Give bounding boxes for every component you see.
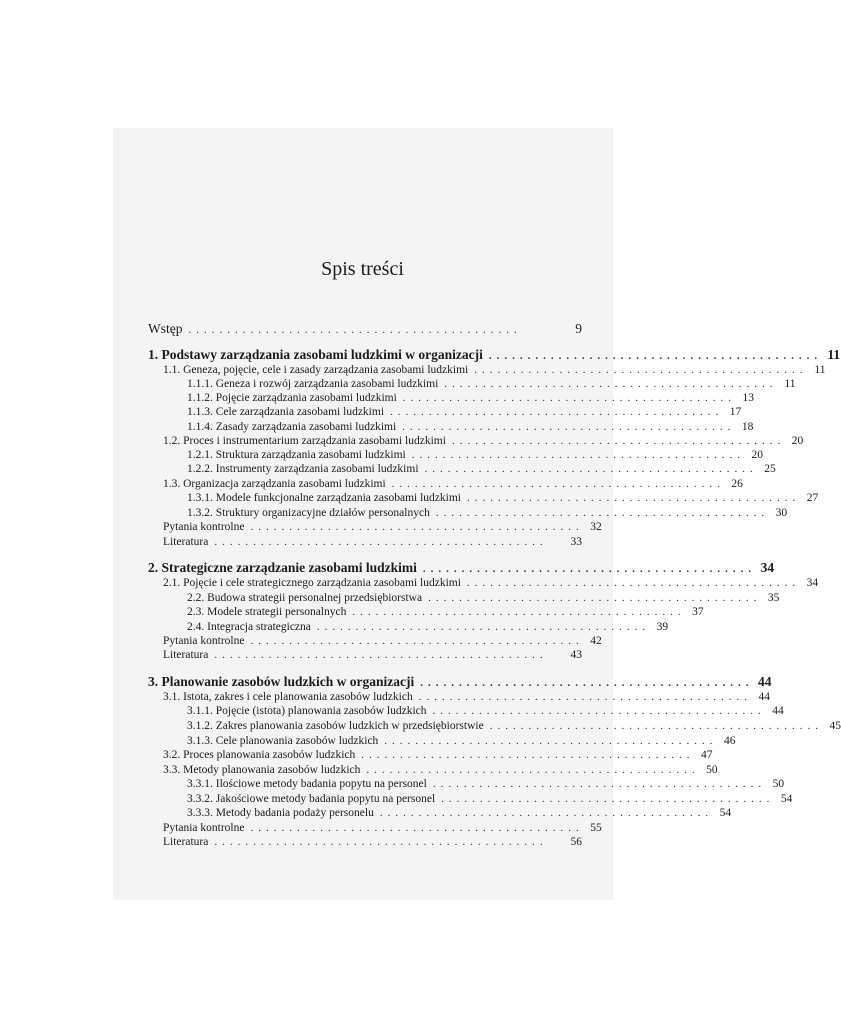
toc-page-number: 27	[806, 492, 819, 504]
toc-page-number: 11	[814, 364, 826, 376]
toc-page-number: 13	[742, 392, 755, 404]
toc-page-number: 18	[741, 421, 754, 433]
toc-entry-label: 2. Strategiczne zarządzanie zasobami ludzkimi	[148, 560, 417, 575]
toc-entry	[163, 434, 804, 448]
toc-entry	[187, 462, 776, 476]
toc-entry-label: 1.1.3. Cele zarządzania zasobami ludzkimi	[187, 406, 385, 418]
toc-entry	[187, 405, 742, 419]
toc-leader-dots: ...........................................	[214, 649, 548, 661]
toc-entry-label: 1.2.2. Instrumenty zarządzania zasobami ludzkimi	[187, 463, 419, 475]
toc-entry	[163, 576, 819, 590]
toc-entry-label: Pytania kontrolne	[163, 521, 245, 533]
toc-entry-label: 3.1. Istota, zakres i cele planowania zasobów ludzkich	[163, 691, 413, 703]
toc-page-number: 54	[719, 807, 732, 819]
toc-leader-dots: ...........................................	[361, 749, 695, 761]
toc-entry-label: 3.2. Proces planowania zasobów ludzkich	[163, 749, 356, 761]
toc-page-number: 43	[570, 649, 582, 661]
toc-entry	[187, 448, 763, 462]
toc-page-number: 37	[692, 606, 704, 618]
toc-page-number: 54	[780, 793, 793, 805]
toc-page-number: 11	[784, 378, 796, 390]
toc-entry	[148, 322, 582, 337]
toc-entry-label: 1.2.1. Struktura zarządzania zasobami ludzkimi	[187, 449, 406, 461]
toc-entry-label: 1.3. Organizacja zarządzania zasobami ludzkimi	[163, 478, 386, 490]
toc-page-number: 50	[706, 764, 718, 776]
toc-page-number: 46	[724, 735, 736, 747]
page-title: Spis treści	[321, 258, 404, 280]
toc-page-number: 50	[772, 778, 785, 790]
toc-leader-dots: ...........................................	[444, 378, 778, 390]
toc-entry	[187, 420, 754, 434]
toc-entry-label: 1.1.2. Pojęcie zarządzania zasobami ludzkimi	[187, 392, 397, 404]
toc-page-number: 44	[758, 691, 770, 703]
toc-entry-label: 3.1.2. Zakres planowania zasobów ludzkich w przedsiębiorstwie	[187, 720, 484, 732]
toc-leader-dots: ...........................................	[441, 793, 775, 805]
toc-entry-label: Pytania kontrolne	[163, 822, 245, 834]
toc-entry-label: 3.3. Metody planowania zasobów ludzkich	[163, 764, 361, 776]
toc-entry-label: 2.3. Modele strategii personalnych	[187, 606, 347, 618]
toc-page-number: 20	[751, 449, 763, 461]
toc-leader-dots: ...........................................	[451, 435, 786, 447]
toc-entry	[148, 560, 775, 576]
toc-entry	[187, 792, 793, 806]
toc-entry	[163, 648, 582, 662]
toc-entry-label: 3. Planowanie zasobów ludzkich w organizacji	[148, 674, 415, 689]
toc-page-number: 25	[764, 463, 776, 475]
toc-entry	[148, 674, 772, 690]
toc-leader-dots: ...........................................	[424, 463, 758, 475]
toc-page-number: 34	[760, 560, 775, 575]
toc-leader-dots: ...........................................	[432, 778, 767, 790]
toc-entry-label: 3.3.3. Metody badania podaży personelu	[187, 807, 374, 819]
toc-entry	[187, 491, 819, 505]
toc-entry-label: 3.3.1. Ilościowe metody badania popytu na personel	[187, 778, 427, 790]
toc-leader-dots: ...........................................	[411, 449, 745, 461]
toc-page-number: 26	[731, 478, 743, 490]
toc-entry-label: Literatura	[163, 836, 209, 848]
toc-page-number: 39	[656, 621, 669, 633]
toc-entry	[187, 605, 704, 619]
toc-entry-label: 1.2. Proces i instrumentarium zarządzania zasobami ludzkimi	[163, 435, 446, 447]
toc-entry	[187, 620, 669, 634]
toc-entry	[163, 363, 826, 377]
toc-leader-dots: ...........................................	[391, 478, 725, 490]
toc-page-number: 44	[758, 674, 772, 689]
toc-leader-dots: ...........................................	[489, 720, 823, 732]
toc-page-number: 30	[775, 507, 788, 519]
toc-leader-dots: ...........................................	[428, 592, 762, 604]
toc-leader-dots: ...........................................	[402, 421, 736, 433]
toc-entry	[187, 777, 785, 791]
toc-entry	[163, 690, 770, 704]
toc-entry-label: 2.1. Pojęcie i cele strategicznego zarządzania zasobami ludzkimi	[163, 577, 461, 589]
toc-entry-label: Pytania kontrolne	[163, 635, 245, 647]
toc-leader-dots: ...........................................	[214, 536, 548, 548]
toc-entry-label: 1.1.1. Geneza i rozwój zarządzania zasobami ludzkimi	[187, 378, 439, 390]
toc-leader-dots: ...........................................	[435, 507, 770, 519]
toc-leader-dots: ...........................................	[366, 764, 700, 776]
toc-page-number: 55	[590, 822, 602, 834]
toc-entry-label: 1.3.2. Struktury organizacyjne działów personalnych	[187, 507, 430, 519]
toc-page-number: 45	[829, 720, 841, 732]
toc-entry	[187, 591, 780, 605]
toc-entry	[187, 704, 784, 718]
toc-page-number: 11	[827, 347, 841, 362]
toc-page-number: 35	[767, 592, 780, 604]
toc-leader-dots: ...........................................	[420, 677, 754, 689]
toc-leader-dots: ...........................................	[432, 705, 766, 717]
toc-page-number: 33	[570, 536, 582, 548]
toc-entry	[163, 477, 743, 491]
toc-leader-dots: ...........................................	[250, 635, 584, 647]
toc-page-number: 44	[772, 705, 784, 717]
toc-entry	[163, 520, 602, 534]
toc-entry-label: 1.3.1. Modele funkcjonalne zarządzania zasobami ludzkimi	[187, 492, 461, 504]
toc-entry	[163, 835, 582, 849]
toc-entry	[187, 377, 796, 391]
toc-entry	[163, 748, 713, 762]
toc-entry-label: 3.1.3. Cele planowania zasobów ludzkich	[187, 735, 379, 747]
toc-entry-label: 2.2. Budowa strategii personalnej przedsiębiorstwa	[187, 592, 423, 604]
toc-leader-dots: ...........................................	[474, 364, 808, 376]
toc-entry-label: 1.1.4. Zasady zarządzania zasobami ludzkimi	[187, 421, 397, 433]
toc-leader-dots: ...........................................	[402, 392, 737, 404]
toc-leader-dots: ...........................................	[466, 577, 801, 589]
toc-entry	[187, 719, 841, 733]
toc-page-number: 17	[729, 406, 742, 418]
toc-entry	[163, 821, 602, 835]
toc-page-number: 9	[575, 321, 582, 336]
toc-leader-dots: ...........................................	[422, 563, 757, 575]
toc-leader-dots: ...........................................	[352, 606, 686, 618]
toc-entry	[163, 634, 602, 648]
toc-page-number: 20	[791, 435, 804, 447]
toc-entry-label: 1.1. Geneza, pojęcie, cele i zasady zarządzania zasobami ludzkimi	[163, 364, 469, 376]
toc-leader-dots: ...........................................	[390, 406, 724, 418]
toc-leader-dots: ...........................................	[250, 521, 584, 533]
toc-entry-label: 2.4. Integracja strategiczna	[187, 621, 311, 633]
toc-leader-dots: ...........................................	[418, 691, 752, 703]
toc-entry-label: Literatura	[163, 649, 209, 661]
toc-page-number: 47	[701, 749, 713, 761]
toc-entry	[163, 763, 718, 777]
toc-entry	[187, 734, 736, 748]
toc-entry-label: 1. Podstawy zarządzania zasobami ludzkimi w organizacji	[148, 347, 483, 362]
toc-leader-dots: ...........................................	[466, 492, 801, 504]
toc-page-number: 32	[590, 521, 602, 533]
toc-entry	[187, 806, 732, 820]
toc-entry-label: Wstęp	[148, 321, 183, 336]
toc-entry	[148, 347, 841, 363]
toc-page-number: 34	[806, 577, 819, 589]
toc-entry	[187, 391, 755, 405]
toc-leader-dots: ...........................................	[384, 735, 718, 747]
toc-entry-label: 3.3.2. Jakościowe metody badania popytu na personel	[187, 793, 436, 805]
toc-entry-label: 3.1.1. Pojęcie (istota) planowania zasobów ludzkich	[187, 705, 427, 717]
toc-leader-dots: ...........................................	[316, 621, 651, 633]
toc-leader-dots: ...........................................	[488, 350, 823, 362]
toc-leader-dots: ...........................................	[379, 807, 714, 819]
toc-page-number: 56	[570, 836, 582, 848]
toc-entry-label: Literatura	[163, 536, 209, 548]
toc-entry	[163, 535, 582, 549]
toc-entry	[187, 506, 788, 520]
toc-leader-dots: ...........................................	[250, 822, 584, 834]
toc-page-number: 42	[590, 635, 602, 647]
toc-leader-dots: ...........................................	[188, 324, 522, 336]
toc-leader-dots: ...........................................	[214, 836, 548, 848]
